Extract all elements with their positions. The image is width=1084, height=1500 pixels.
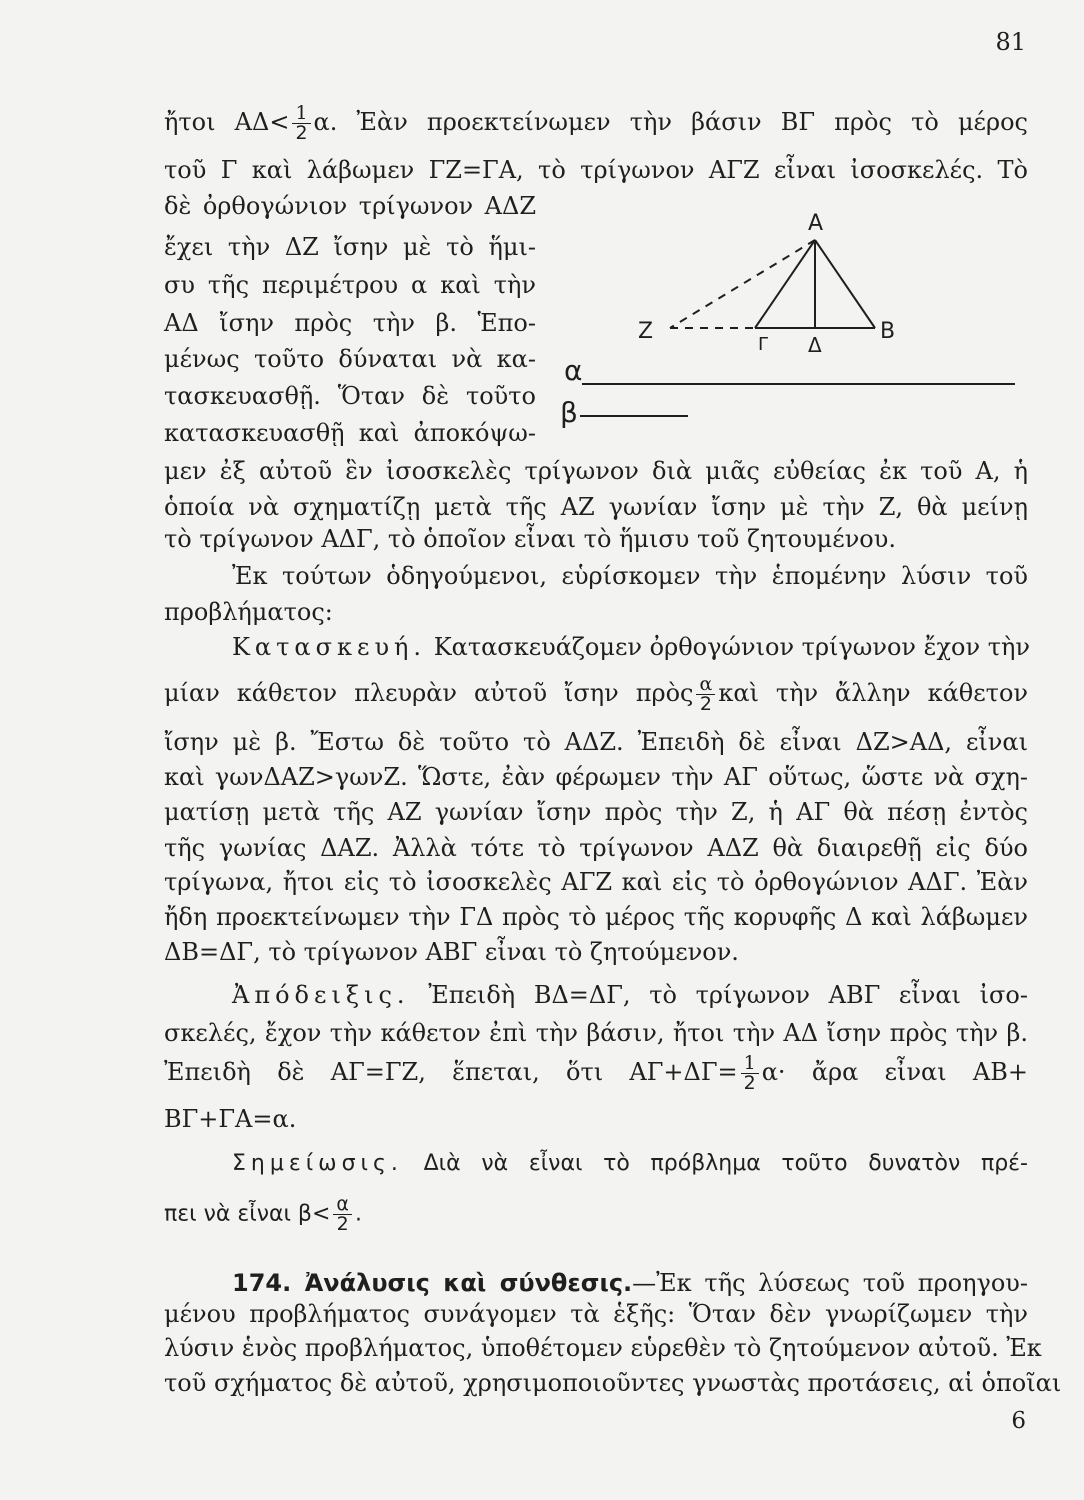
text-line: τασκευασθῇ. Ὅταν δὲ τοῦτο	[164, 382, 536, 410]
text-line: μένου προβλήματος συνάγομεν τὰ ἑξῆς: Ὅταν δὲν γνωρίζωμεν τὴν	[164, 1300, 1028, 1328]
segment-b-label: β	[560, 396, 578, 429]
text-line: δὲ ὀρθογώνιον τρίγωνον ΑΔΖ	[164, 192, 536, 220]
text-line: ΔΒ=ΔΓ, τὸ τρίγωνον ΑΒΓ εἶναι τὸ ζητούμενον.	[164, 938, 739, 966]
text-line: Ἀπόδειξις. Ἐπειδὴ ΒΔ=ΔΓ, τὸ τρίγωνον ΑΒΓ εἶναι ἰσο-	[232, 981, 1028, 1009]
text-line: Ἐκ τούτων ὁδηγούμενοι, εὑρίσκομεν τὴν ἑπομένην λύσιν τοῦ	[232, 562, 1028, 590]
text-line: ἤτοι ΑΔ< $\frac{1}{2}$ α. Ἐὰν προεκτείνωμεν τὴν βάσιν ΒΓ πρὸς τὸ μέρος	[164, 102, 1028, 144]
segment-a-label: α	[564, 354, 583, 387]
text-line: προβλήματος:	[164, 598, 333, 626]
section-174-title: 174. Ἀνάλυσις καὶ σύνθεσις.	[232, 1269, 633, 1297]
text-line: τρίγωνα, ἤτοι εἰς τὸ ἰσοσκελὲς ΑΓΖ καὶ εἰς τὸ ὀρθογώνιον ΑΔΓ. Ἐὰν	[164, 868, 1028, 896]
triangle-figure	[560, 200, 1040, 450]
text-line: συ τῆς περιμέτρου α καὶ τὴν	[164, 271, 536, 299]
label-B: B	[880, 319, 896, 344]
text-line: ΒΓ+ΓΑ=α.	[164, 1105, 297, 1133]
text-line: τῆς γωνίας ΔΑΖ. Ἀλλὰ τότε τὸ τρίγωνον ΑΔΖ θὰ διαιρεθῇ εἰς δύο	[164, 834, 1028, 862]
text-line: ματίσῃ μετὰ τῆς ΑΖ γωνίαν ἴσην πρὸς τὴν Ζ, ἡ ΑΓ θὰ πέσῃ ἐντὸς	[164, 798, 1028, 826]
section-174-heading-line: 174. Ἀνάλυσις καὶ σύνθεσις.—Ἐκ τῆς λύσεως τοῦ προηγου-	[232, 1269, 1028, 1297]
text-line: τοῦ σχήματος δὲ αὐτοῦ, χρησιμοποιοῦντες γνωστὰς προτάσεις, αἱ ὁποῖαι	[164, 1369, 1062, 1397]
text-line: μίαν κάθετον πλευρὰν αὐτοῦ ἴσην πρὸς $\frac{\alpha}{2}$ καὶ τὴν ἄλλην κάθετον	[164, 673, 1028, 715]
label-A: A	[808, 211, 824, 236]
text-line: ἴσην μὲ β. Ἔστω δὲ τοῦτο τὸ ΑΔΖ. Ἐπειδὴ δὲ εἶναι ΔΖ>ΑΔ, εἶναι	[164, 728, 1028, 756]
text-line: ἔχει τὴν ΔΖ ἴσην μὲ τὸ ἥμι-	[164, 233, 536, 261]
proof-heading: Ἀπόδειξις.	[232, 981, 410, 1009]
text-line: ὁποία νὰ σχηματίζῃ μετὰ τῆς ΑΖ γωνίαν ἴσην μὲ τὴν Ζ, θὰ μείνῃ	[164, 493, 1028, 521]
text-line: τὸ τρίγωνον ΑΔΓ, τὸ ὁποῖον εἶναι τὸ ἥμισυ τοῦ ζητουμένου.	[164, 525, 896, 553]
text-line: μεν ἐξ αὐτοῦ ἓν ἰσοσκελὲς τρίγωνον διὰ μιᾶς εὐθείας ἐκ τοῦ Α, ἡ	[164, 457, 1028, 485]
text-line: λύσιν ἑνὸς προβλήματος, ὑποθέτομεν εὑρεθὲν τὸ ζητούμενον αὐτοῦ. Ἐκ	[164, 1334, 1042, 1362]
page-number: 81	[995, 28, 1026, 56]
text-line: Σημείωσις. Διὰ νὰ εἶναι τὸ πρόβλημα τοῦτο δυνατὸν πρέ-	[232, 1151, 1028, 1176]
text-line: Κατασκευή. Κατασκευάζομεν ὀρθογώνιον τρίγωνον ἔχον τὴν	[232, 633, 1030, 661]
construction-heading: Κατασκευή.	[232, 633, 427, 661]
signature-mark: 6	[1011, 1408, 1026, 1434]
text-line: κατασκευασθῇ καὶ ἀποκόψω-	[164, 419, 536, 447]
label-G: Γ	[758, 334, 769, 355]
text-line: ΑΔ ἴσην πρὸς τὴν β. Ἑπο-	[164, 309, 536, 337]
text-line: καὶ γωνΔΑΖ>γωνΖ. Ὥστε, ἐὰν φέρωμεν τὴν ΑΓ οὕτως, ὥστε νὰ σχη-	[164, 763, 1028, 791]
text-line: σκελές, ἔχον τὴν κάθετον ἐπὶ τὴν βάσιν, ἤτοι τὴν ΑΔ ἴσην πρὸς τὴν β.	[164, 1019, 1028, 1047]
label-Z: Z	[638, 319, 654, 344]
note-heading: Σημείωσις.	[232, 1151, 403, 1176]
text-line: Ἐπειδὴ δὲ ΑΓ=ΓΖ, ἕπεται, ὅτι ΑΓ+ΔΓ= $\frac{1}{2}$ α· ἄρα εἶναι ΑΒ+	[164, 1052, 1029, 1094]
text-line: μένως τοῦτο δύναται νὰ κα-	[164, 345, 536, 373]
text-line: πει νὰ εἶναι β< $\frac{\alpha}{2}$ .	[164, 1193, 362, 1235]
text-line: ἤδη προεκτείνωμεν τὴν ΓΔ πρὸς τὸ μέρος τῆς κορυφῆς Δ καὶ λάβωμεν	[164, 903, 1028, 931]
text-line: τοῦ Γ καὶ λάβωμεν ΓΖ=ΓΑ, τὸ τρίγωνον ΑΓΖ εἶναι ἰσοσκελές. Τὸ	[164, 156, 1028, 184]
label-D: Δ	[808, 333, 822, 357]
